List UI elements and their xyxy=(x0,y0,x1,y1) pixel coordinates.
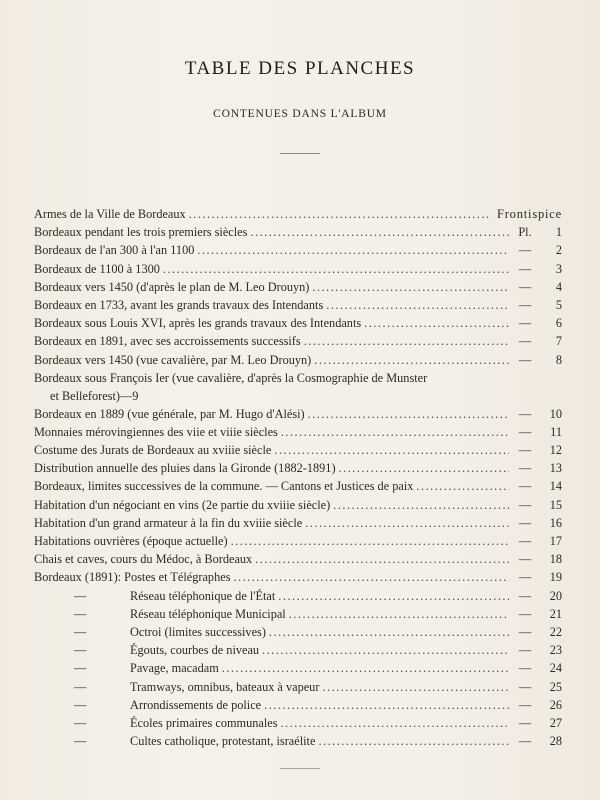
toc-entry-plate: 26 xyxy=(549,697,562,712)
ditto-dash: — xyxy=(74,715,87,730)
toc-entry-plate: 22 xyxy=(549,624,562,639)
toc-entry-label: Arrondissements de police xyxy=(130,697,262,712)
leader-dots xyxy=(163,260,509,278)
toc-entry-plate: 27 xyxy=(549,715,562,730)
leader-dots xyxy=(197,241,509,259)
toc-entry-label: Tramways, omnibus, bateaux à vapeur xyxy=(130,679,320,694)
leader-dots xyxy=(250,223,509,241)
toc-entry xyxy=(34,623,562,641)
leader-dots xyxy=(333,496,509,514)
toc-entry-plate: 25 xyxy=(549,679,562,694)
leader-dots xyxy=(281,714,509,732)
toc-entry xyxy=(34,332,562,350)
toc-entry-prefix: — xyxy=(518,243,532,258)
toc-entry-prefix: — xyxy=(518,715,532,730)
toc-entry-label: Bordeaux (1891): Postes et Télégraphes xyxy=(34,570,231,585)
toc-entry-plate: 5 xyxy=(555,297,562,312)
toc-entry-label-line2: et Belleforest) xyxy=(50,388,120,403)
toc-entry xyxy=(34,696,562,714)
ditto-dash: — xyxy=(74,643,87,658)
toc-entry xyxy=(34,514,562,532)
toc-entry-label: Habitation d'un négociant en vins (2e partie du xviiie siècle) xyxy=(34,497,331,512)
toc-entry-multiline xyxy=(34,369,562,405)
leader-dots xyxy=(233,568,509,586)
toc-entry xyxy=(34,550,562,568)
toc-entry-plate: 17 xyxy=(549,534,562,548)
toc-entry-plate: 9 xyxy=(132,388,139,403)
toc-entry-label: Bordeaux en 1891, avec ses accroissements successifs xyxy=(34,334,301,349)
toc-entry-plate: 14 xyxy=(549,479,562,494)
leader-dots xyxy=(278,587,509,605)
leader-dots xyxy=(416,477,509,495)
toc-entry-prefix: — xyxy=(518,497,532,512)
toc-entry-plate: 12 xyxy=(549,443,562,458)
toc-entry-prefix: — xyxy=(518,534,532,548)
toc-entry-label: Bordeaux en 1733, avant les grands travaux des Intendants xyxy=(34,297,324,312)
toc-entry-plate: 23 xyxy=(549,643,562,658)
toc-entry xyxy=(34,205,562,223)
toc-entry-label: Bordeaux en 1889 (vue générale, par M. Hugo d'Alési) xyxy=(34,406,305,421)
toc-entry-label: Chais et caves, cours du Médoc, à Bordeaux xyxy=(34,552,253,567)
toc-entry-prefix: — xyxy=(518,443,532,458)
toc-entry-label: Octroi (limites successives) xyxy=(130,624,266,639)
toc-entry xyxy=(34,423,562,441)
toc-entry-prefix: — xyxy=(518,606,532,621)
toc-entry-label: Réseau téléphonique Municipal xyxy=(130,606,286,621)
toc-entry-label: Égouts, courbes de niveau xyxy=(130,643,260,658)
toc-entry xyxy=(34,641,562,659)
toc-entry-plate: 1 xyxy=(555,225,562,240)
toc-entry-prefix: — xyxy=(518,334,532,349)
ditto-dash: — xyxy=(74,606,87,621)
toc-entry xyxy=(34,223,562,241)
toc-entry-plate: 15 xyxy=(549,497,562,512)
toc-entry-plate: Frontispice xyxy=(496,207,562,221)
toc-entry-prefix: — xyxy=(518,515,532,530)
leader-dots xyxy=(305,514,509,532)
ditto-dash: — xyxy=(74,697,87,712)
toc-entry-plate: 16 xyxy=(549,515,562,530)
toc-entry-prefix: — xyxy=(518,352,532,367)
toc-entry xyxy=(34,314,562,332)
toc-entry-label: Pavage, macadam xyxy=(130,661,219,676)
toc-entry xyxy=(34,477,562,495)
leader-dots xyxy=(281,423,509,441)
toc-entry-line2 xyxy=(34,387,562,405)
leader-dots xyxy=(255,550,509,568)
toc-entry-label: Monnaies mérovingiennes des viie et viiie siècles xyxy=(34,424,278,439)
leader-dots xyxy=(318,732,509,750)
toc-entry xyxy=(34,568,562,586)
table-of-plates xyxy=(34,205,562,750)
toc-entry-plate: 18 xyxy=(549,552,562,567)
page-subtitle: CONTENUES DANS L'ALBUM xyxy=(213,108,387,120)
toc-entry-plate: 8 xyxy=(555,352,562,367)
toc-entry-plate: 13 xyxy=(549,461,562,476)
leader-dots xyxy=(289,605,509,623)
toc-entry xyxy=(34,260,562,278)
toc-entry-label: Écoles primaires communales xyxy=(130,715,278,730)
toc-entry-label: Costume des Jurats de Bordeaux au xviiie siècle xyxy=(34,443,272,458)
toc-entry-plate: 4 xyxy=(555,279,562,294)
toc-entry-plate: 28 xyxy=(549,734,562,749)
toc-entry-label: Habitations ouvrières (époque actuelle) xyxy=(34,534,228,548)
toc-entry-prefix: — xyxy=(518,643,532,658)
toc-entry-prefix: — xyxy=(518,424,532,439)
leader-dots xyxy=(322,678,509,696)
toc-entry-prefix: — xyxy=(120,388,133,403)
toc-entry-prefix: — xyxy=(518,588,532,603)
toc-entry-plate: 21 xyxy=(549,606,562,621)
toc-entry-label: Cultes catholique, protestant, israélite xyxy=(130,734,316,749)
toc-entry-label: Bordeaux de 1100 à 1300 xyxy=(34,261,160,276)
toc-entry-prefix: Pl. xyxy=(518,225,532,240)
toc-entry-prefix: — xyxy=(518,661,532,676)
leader-dots xyxy=(364,314,509,332)
toc-entry xyxy=(34,278,562,296)
toc-entry-plate: 19 xyxy=(549,570,562,585)
toc-entry-plate: 3 xyxy=(555,261,562,276)
toc-group-sub-entries xyxy=(34,587,562,751)
toc-entry xyxy=(34,441,562,459)
toc-entry-label: Habitation d'un grand armateur à la fin du xviiie siècle xyxy=(34,515,303,530)
toc-entry-prefix: — xyxy=(518,406,532,421)
toc-entry xyxy=(34,532,562,550)
toc-entry-prefix: — xyxy=(518,570,532,585)
ditto-dash: — xyxy=(74,734,87,749)
toc-entry xyxy=(34,732,562,750)
leader-dots xyxy=(308,405,509,423)
toc-entry-label-line1: Bordeaux sous François Ier (vue cavalière, d'après la Cosmographie de Munster xyxy=(34,370,428,385)
toc-entry xyxy=(34,459,562,477)
toc-entry-prefix: — xyxy=(518,316,532,331)
page-title: TABLE DES PLANCHES xyxy=(184,58,416,79)
toc-entry xyxy=(34,241,562,259)
toc-entry-prefix: — xyxy=(518,552,532,567)
toc-entry-prefix: — xyxy=(518,624,532,639)
leader-dots xyxy=(231,532,509,550)
toc-entry xyxy=(34,659,562,677)
toc-entry xyxy=(34,714,562,732)
toc-entry-label: Armes de la Ville de Bordeaux xyxy=(34,207,186,221)
leader-dots xyxy=(274,441,509,459)
toc-group-main xyxy=(34,205,562,369)
toc-entry-plate: 6 xyxy=(555,316,562,331)
ditto-dash: — xyxy=(74,624,87,639)
toc-entry-plate: 2 xyxy=(555,243,562,258)
ditto-dash: — xyxy=(74,679,87,694)
toc-entry-prefix: — xyxy=(518,679,532,694)
toc-entry-label: Bordeaux, limites successives de la commune. — Cantons et Justices de paix xyxy=(34,479,414,494)
toc-entry xyxy=(34,587,562,605)
toc-entry xyxy=(34,496,562,514)
toc-entry-label: Bordeaux pendant les trois premiers siècles xyxy=(34,225,248,240)
toc-entry xyxy=(34,605,562,623)
ditto-dash: — xyxy=(74,661,87,676)
leader-dots xyxy=(339,459,509,477)
toc-entry-prefix: — xyxy=(518,261,532,276)
toc-entry-plate: 7 xyxy=(555,334,562,349)
leader-dots xyxy=(304,332,509,350)
ditto-dash: — xyxy=(74,588,87,603)
leader-dots xyxy=(264,696,509,714)
toc-entry xyxy=(34,351,562,369)
toc-group-secondary xyxy=(34,405,562,587)
leader-dots xyxy=(269,623,509,641)
leader-dots xyxy=(314,351,509,369)
toc-entry-prefix: — xyxy=(518,479,532,494)
toc-entry xyxy=(34,678,562,696)
leader-dots xyxy=(222,659,509,677)
toc-entry-label: Réseau téléphonique de l'État xyxy=(130,588,276,603)
toc-entry-prefix: — xyxy=(518,461,532,476)
toc-entry-label: Bordeaux de l'an 300 à l'an 1100 xyxy=(34,243,195,258)
toc-entry-label: Distribution annuelle des pluies dans la Gironde (1882-1891) xyxy=(34,461,336,476)
toc-entry-label: Bordeaux sous Louis XVI, après les grands travaux des Intendants xyxy=(34,316,362,331)
toc-entry-prefix: — xyxy=(518,279,532,294)
leader-dots xyxy=(189,205,491,223)
leader-dots xyxy=(262,641,509,659)
toc-entry-prefix: — xyxy=(518,297,532,312)
toc-entry-plate: 24 xyxy=(549,661,562,676)
toc-entry-prefix: — xyxy=(518,734,532,749)
toc-entry xyxy=(34,405,562,423)
title-divider xyxy=(280,153,320,154)
leader-dots xyxy=(312,278,509,296)
toc-entry-prefix: — xyxy=(518,697,532,712)
toc-entry-plate: 20 xyxy=(549,588,562,603)
toc-entry-label: Bordeaux vers 1450 (vue cavalière, par M. Leo Drouyn) xyxy=(34,352,312,367)
toc-entry-label: Bordeaux vers 1450 (d'après le plan de M. Leo Drouyn) xyxy=(34,279,310,294)
footer-divider xyxy=(280,768,320,769)
toc-entry-plate: 10 xyxy=(549,406,562,421)
leader-dots xyxy=(326,296,509,314)
toc-entry xyxy=(34,296,562,314)
toc-entry-plate: 11 xyxy=(550,424,562,439)
